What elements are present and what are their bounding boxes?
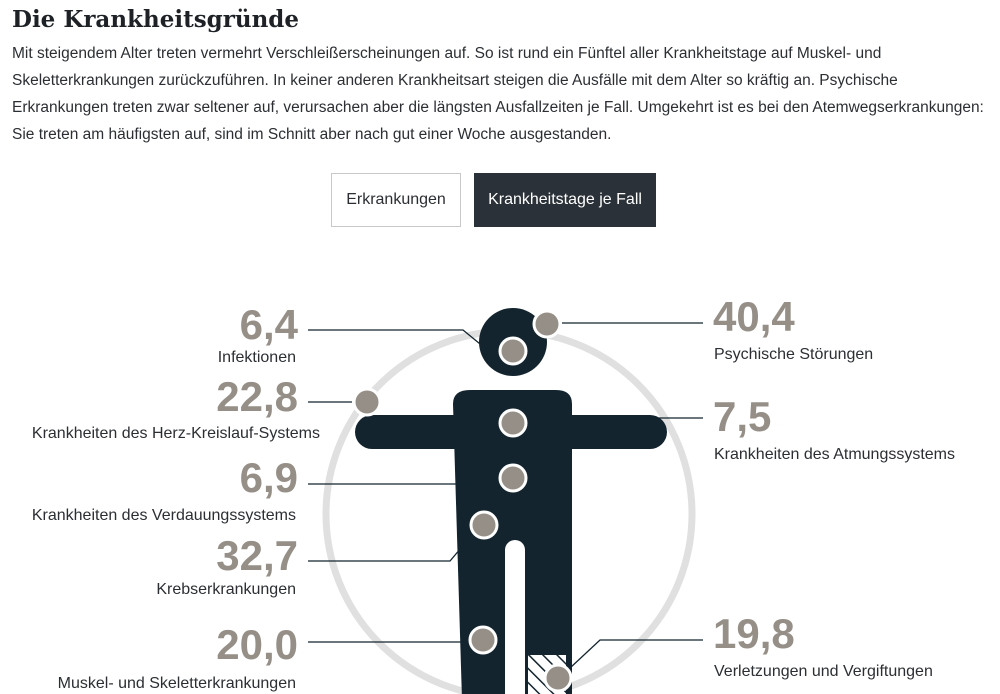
dot-muskel-skelett	[470, 627, 496, 653]
label-verletzungen: Verletzungen und Vergiftungen	[714, 663, 933, 680]
toggle-krankheitstage-button[interactable]: Krankheitstage je Fall	[474, 173, 656, 227]
figure-leg-gap	[505, 540, 525, 694]
value-atmung: 7,5	[713, 393, 772, 440]
label-herz-kreislauf: Krankheiten des Herz-Kreislauf-Systems	[31, 425, 320, 442]
toggle-erkrankungen-button[interactable]: Erkrankungen	[331, 173, 461, 227]
label-psychisch: Psychische Störungen	[714, 346, 874, 363]
value-psychisch: 40,4	[713, 293, 795, 340]
dot-verdauung	[500, 465, 526, 491]
dot-krebs	[471, 512, 497, 538]
value-verletzungen: 19,8	[713, 610, 795, 657]
label-krebs: Krebserkrankungen	[156, 581, 296, 598]
dot-herz-kreislauf	[354, 389, 380, 415]
value-krebs: 32,7	[216, 532, 298, 579]
value-infektionen: 6,4	[239, 301, 298, 348]
intro-text: Mit steigendem Alter treten vermehrt Verschleißerscheinungen auf. So ist rund ein Fünftel aller Krankheitstage auf Muskel- und Skeletterkrankungen zurückzuführen. In keiner anderen Krankheitsart steigen die Ausfälle mit dem Alter so kräftig an. Psychische Erkrankungen treten zwar seltener auf, verursachen aber die längsten Ausfallzeiten je Fall. Umgekehrt ist es bei den Atemwegserkrankungen: Sie treten am häufigsten auf, sind im Schnitt aber nach gut einer Woche ausgestanden.	[12, 45, 984, 143]
dot-psychisch	[534, 311, 560, 337]
dot-verletzungen	[545, 665, 571, 691]
value-muskel-skelett: 20,0	[216, 621, 298, 668]
label-infektionen: Infektionen	[217, 349, 296, 366]
label-verdauung: Krankheiten des Verdauungssystems	[31, 507, 296, 524]
dot-infektionen	[500, 338, 526, 364]
value-verdauung: 6,9	[239, 454, 298, 501]
dot-atmung	[500, 410, 526, 436]
label-muskel-skelett: Muskel- und Skeletterkrankungen	[57, 675, 296, 692]
value-herz-kreislauf: 22,8	[216, 373, 298, 420]
page-title: Die Krankheitsgründe	[12, 6, 300, 33]
label-atmung: Krankheiten des Atmungssystems	[714, 446, 956, 463]
